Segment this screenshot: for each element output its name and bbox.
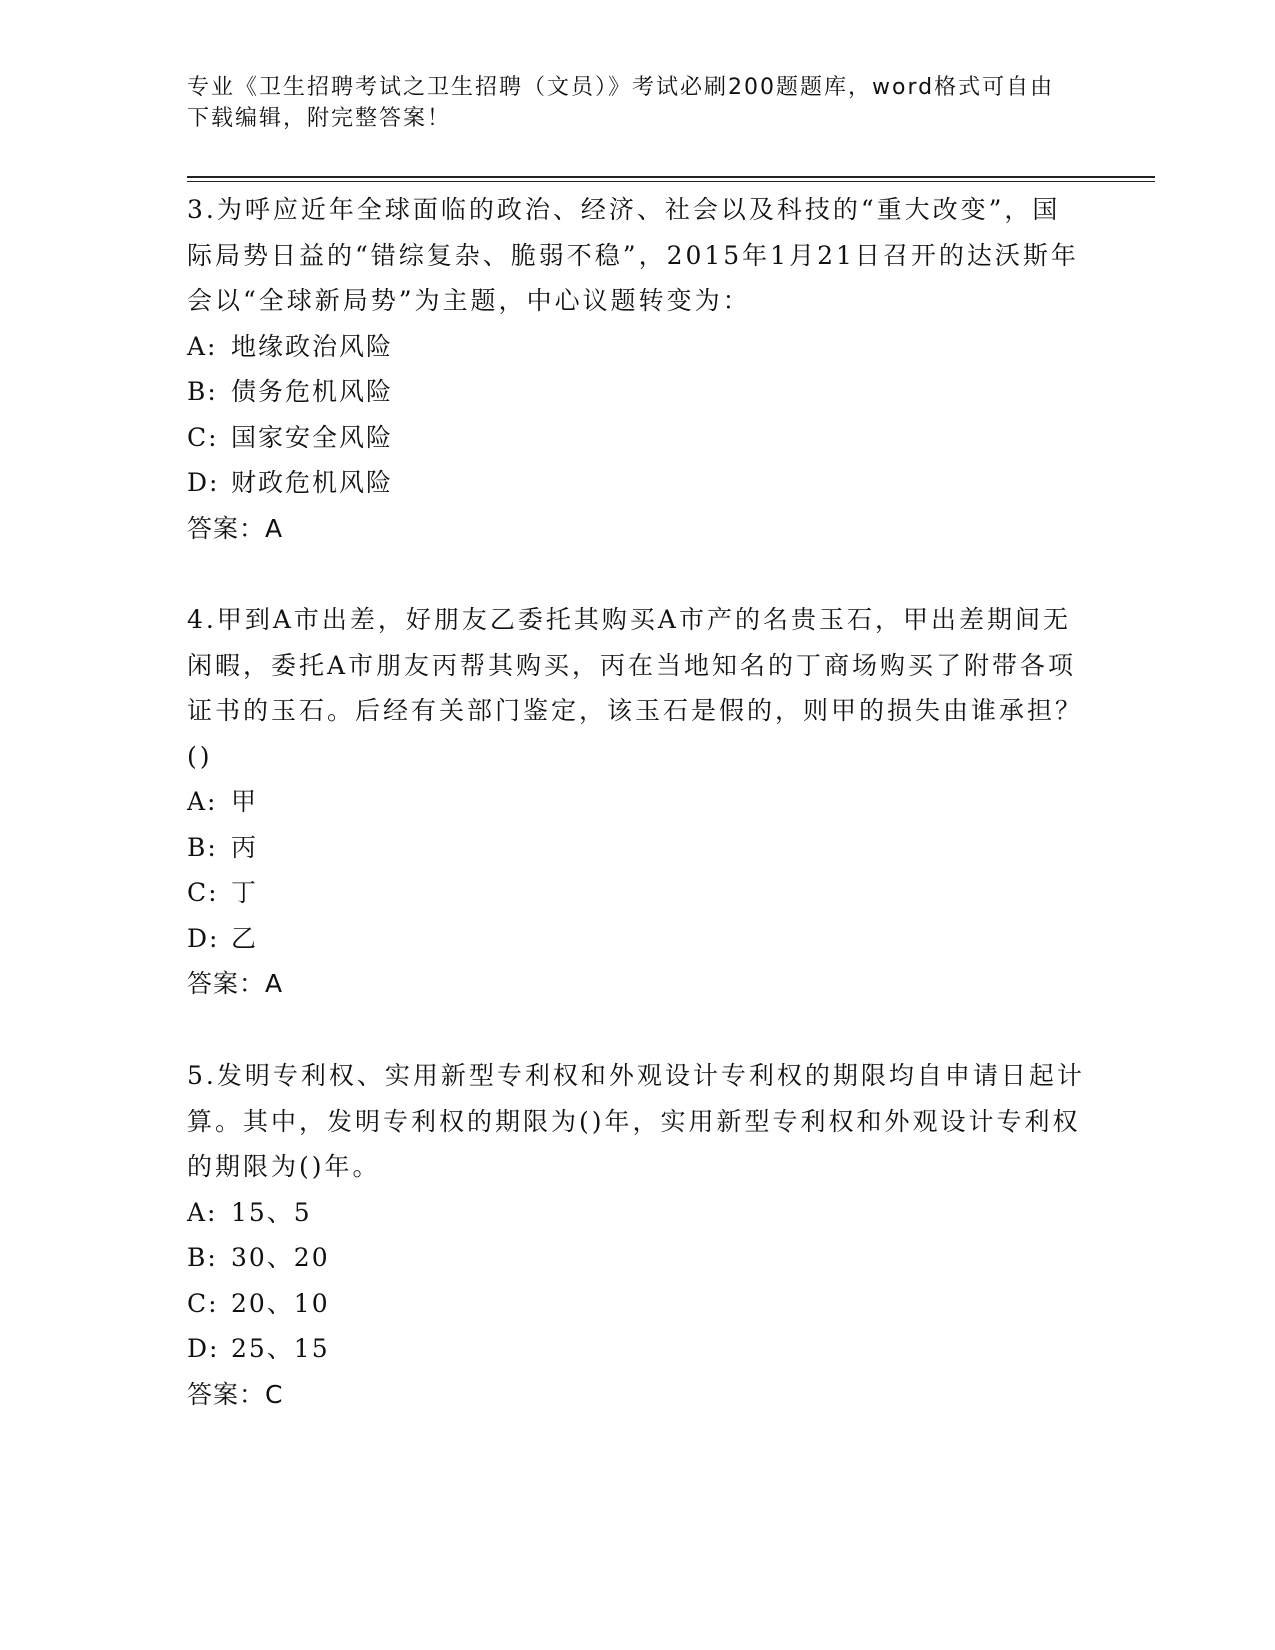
answer-line: 答案：A bbox=[187, 513, 284, 543]
option-list bbox=[187, 1190, 1087, 1372]
option-text: 乙 bbox=[231, 923, 259, 953]
option-list bbox=[187, 779, 1087, 961]
header-divider-thick bbox=[187, 176, 1155, 178]
option-key: C: bbox=[187, 1288, 219, 1318]
option-text: 丙 bbox=[231, 832, 259, 862]
option-a bbox=[187, 324, 1087, 370]
option-key: C: bbox=[187, 878, 219, 907]
option-c bbox=[187, 415, 1087, 461]
option-text: 25、15 bbox=[231, 1334, 330, 1363]
option-key: B: bbox=[187, 832, 218, 862]
question-stem: 5.发明专利权、实用新型专利权和外观设计专利权的期限均自申请日起计算。其中，发明专利权的期限为()年，实用新型专利权和外观设计专利权的期限为()年。 bbox=[187, 1061, 1085, 1181]
option-text: 甲 bbox=[231, 787, 259, 816]
header-divider-thin bbox=[187, 181, 1155, 182]
option-key: D: bbox=[187, 1334, 220, 1363]
option-key: D: bbox=[187, 923, 220, 953]
option-key: A: bbox=[187, 1197, 218, 1227]
option-b bbox=[187, 1235, 1087, 1281]
option-d bbox=[187, 916, 1087, 962]
option-d bbox=[187, 460, 1087, 506]
answer-line: 答案：C bbox=[187, 1379, 284, 1409]
option-c bbox=[187, 870, 1087, 916]
option-text: 国家安全风险 bbox=[231, 422, 394, 452]
option-text: 丁 bbox=[231, 878, 259, 907]
question-stem: 4.甲到A市出差，好朋友乙委托其购买A市产的名贵玉石，甲出差期间无闲暇，委托A市朋友丙帮其购买，丙在当地知名的丁商场购买了附带各项证书的玉石。后经有关部门鉴定，该玉石是假的，则甲的损失由谁承担？() bbox=[187, 605, 1084, 771]
question-stem: 3.为呼应近年全球面临的政治、经济、社会以及科技的“重大改变”，国际局势日益的“错综复杂、脆弱不稳”，2015年1月21日召开的达沃斯年会以“全球新局势”为主题，中心议题转变为： bbox=[187, 195, 1079, 315]
option-list bbox=[187, 324, 1087, 506]
option-key: C: bbox=[187, 422, 219, 452]
option-b bbox=[187, 825, 1087, 871]
option-d bbox=[187, 1326, 1087, 1372]
option-key: A: bbox=[187, 787, 218, 816]
option-key: B: bbox=[187, 377, 218, 406]
option-a bbox=[187, 1190, 1087, 1236]
answer-line: 答案：A bbox=[187, 969, 284, 998]
option-text: 地缘政治风险 bbox=[231, 331, 394, 361]
option-text: 30、20 bbox=[231, 1243, 330, 1272]
option-key: A: bbox=[187, 331, 218, 361]
option-c bbox=[187, 1281, 1087, 1327]
question-block-4 bbox=[187, 597, 1087, 1007]
option-key: B: bbox=[187, 1243, 218, 1272]
option-text: 20、10 bbox=[231, 1288, 330, 1318]
question-block-3 bbox=[187, 187, 1087, 551]
option-text: 债务危机风险 bbox=[231, 377, 394, 406]
question-block-5 bbox=[187, 1053, 1087, 1417]
option-a bbox=[187, 779, 1087, 825]
option-b bbox=[187, 369, 1087, 415]
document-header: 专业《卫生招聘考试之卫生招聘（文员）》考试必刷200题题库，word格式可自由下载编辑，附完整答案！ bbox=[187, 75, 1055, 131]
option-text: 财政危机风险 bbox=[231, 468, 394, 497]
option-key: D: bbox=[187, 468, 220, 497]
option-text: 15、5 bbox=[231, 1197, 312, 1227]
